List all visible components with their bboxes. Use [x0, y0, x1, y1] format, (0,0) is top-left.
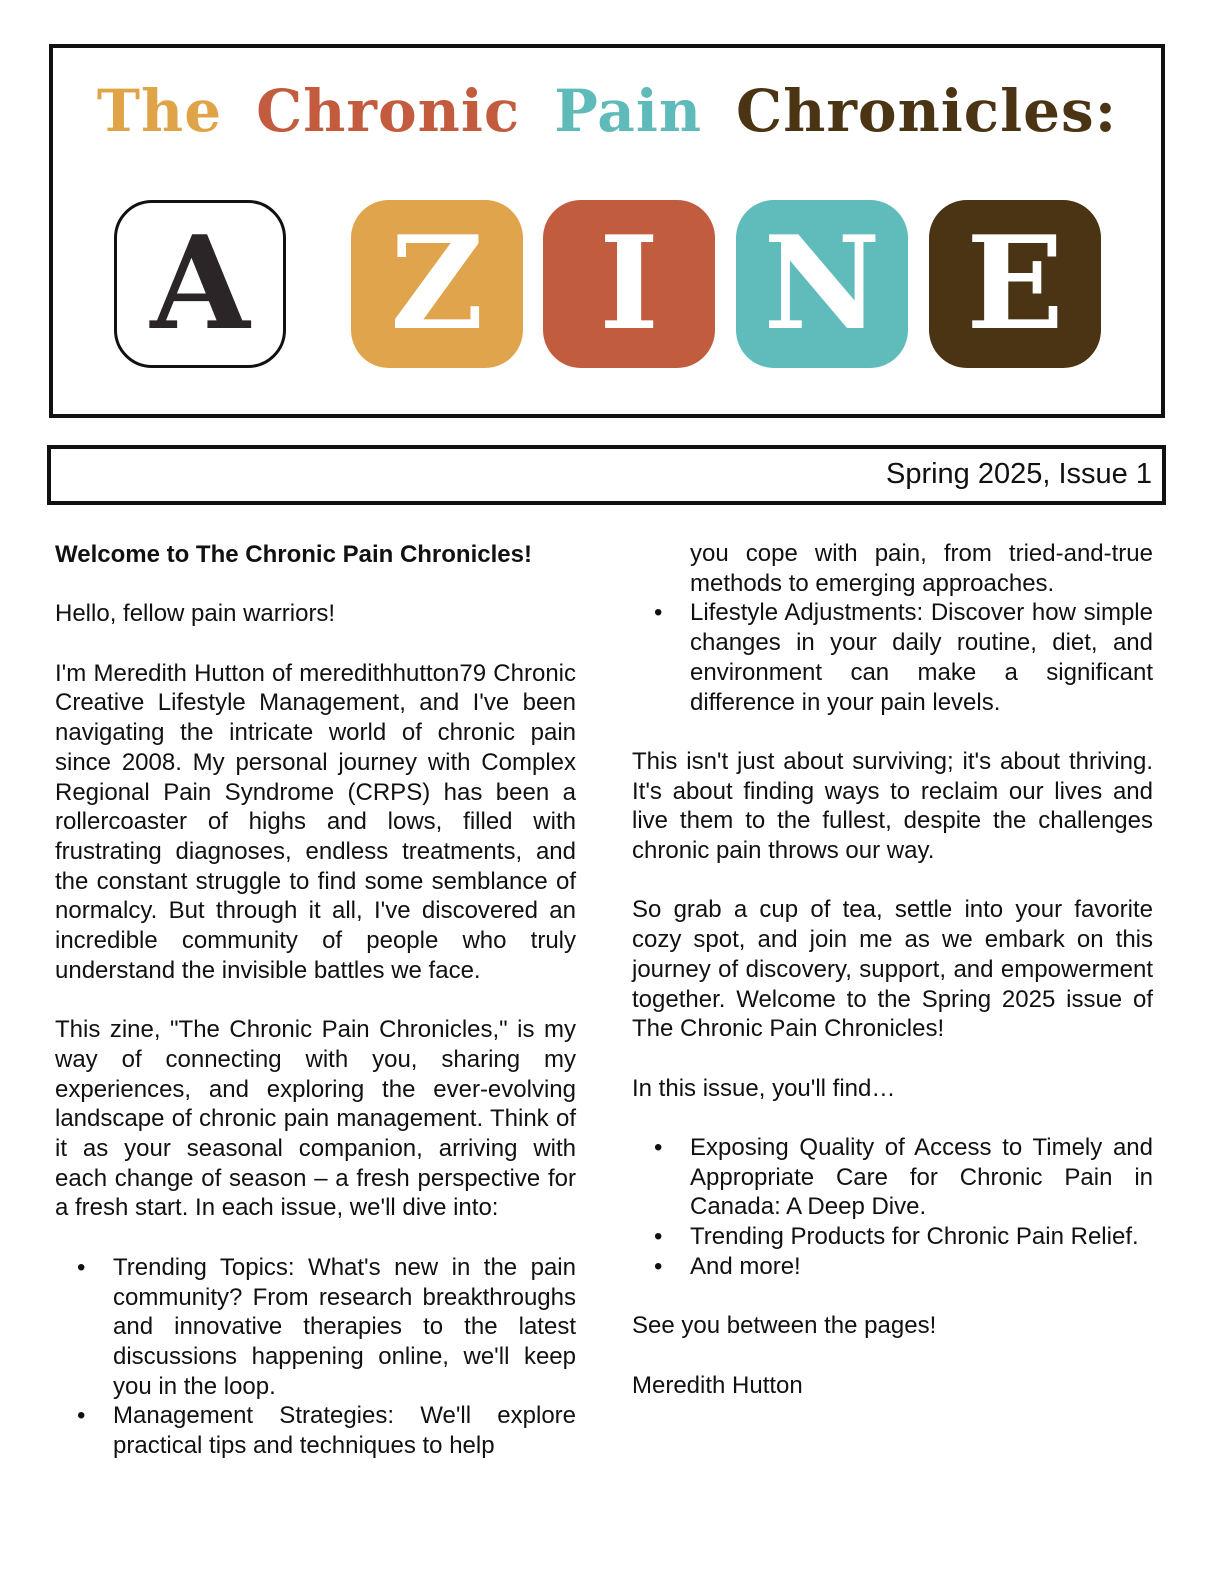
list-item: • Lifestyle Adjustments: Discover how simple changes in your daily routine, diet, and environment can make a significant difference in your pain levels.	[632, 598, 1153, 717]
right-column	[632, 539, 1153, 1430]
issue-contents-list	[632, 1133, 1153, 1282]
letter-tile-z: Z	[351, 200, 523, 368]
issue-label: Spring 2025, Issue 1	[885, 458, 1152, 490]
zine-title	[53, 76, 1161, 146]
closing-line: See you between the pages!	[632, 1312, 937, 1340]
topics-list	[55, 1253, 576, 1461]
zine-paragraph: This zine, "The Chronic Pain Chronicles," is my way of connecting with you, sharing my experiences, and exploring the ever-evolving landscape of chronic pain management. Think of it as your seasonal companion, arriving with each change of season – a fresh perspective for a fresh start. In each issue, we'll dive into:	[55, 1016, 576, 1222]
intro-paragraph: I'm Meredith Hutton of meredithhutton79 Chronic Creative Lifestyle Management, and I've been navigating the intricate world of chronic pain since 2008. My personal journey with Complex Regional Pain Syndrome (CRPS) has been a rollercoaster of highs and lows, filled with frustrating diagnoses, endless treatments, and the constant struggle to find some semblance of normalcy. But through it all, I've discovered an incredible community of people who truly understand the invisible battles we face.	[55, 659, 576, 984]
title-word-chronic: Chronic	[256, 77, 521, 145]
tea-paragraph: So grab a cup of tea, settle into your favorite cozy spot, and join me as we embark on this journey of discovery, support, and empowerment together. Welcome to the Spring 2025 issue of The Chronic Pain Chronicles!	[632, 896, 1153, 1043]
letter-tile-e: E	[929, 200, 1101, 368]
title-word-the: The	[96, 77, 223, 145]
bullet-continuation: you cope with pain, from tried-and-true methods to emerging approaches.	[690, 540, 1153, 597]
issue-banner	[47, 445, 1166, 505]
letter-tile-i: I	[543, 200, 715, 368]
left-column	[55, 540, 576, 1490]
list-item: • Trending Topics: What's new in the pain community? From research breakthroughs and innovative therapies to the latest discussions happening online, we'll keep you in the loop.	[55, 1253, 576, 1402]
list-item: • Trending Products for Chronic Pain Relief.	[632, 1222, 1153, 1252]
list-item: • And more!	[632, 1252, 1153, 1282]
in-this-issue-intro: In this issue, you'll find…	[632, 1074, 896, 1102]
letter-tile-a: A	[114, 200, 286, 368]
list-item: • Management Strategies: We'll explore practical tips and techniques to help	[55, 1401, 576, 1460]
letter-tile-n: N	[736, 200, 908, 368]
zine-letter-tiles	[114, 200, 1104, 370]
topics-list-continued	[632, 598, 1153, 717]
title-word-pain: Pain	[554, 77, 703, 145]
welcome-heading: Welcome to The Chronic Pain Chronicles!	[55, 541, 532, 568]
masthead	[49, 44, 1165, 418]
signature: Meredith Hutton	[632, 1371, 803, 1399]
thriving-paragraph: This isn't just about surviving; it's about thriving. It's about finding ways to reclaim our lives and live them to the fullest, despite the challenges chronic pain throws our way.	[632, 747, 1153, 865]
list-item: • Exposing Quality of Access to Timely and Appropriate Care for Chronic Pain in Canada: A Deep Dive.	[632, 1133, 1153, 1222]
greeting: Hello, fellow pain warriors!	[55, 600, 336, 628]
title-word-chronicles: Chronicles:	[736, 77, 1118, 145]
